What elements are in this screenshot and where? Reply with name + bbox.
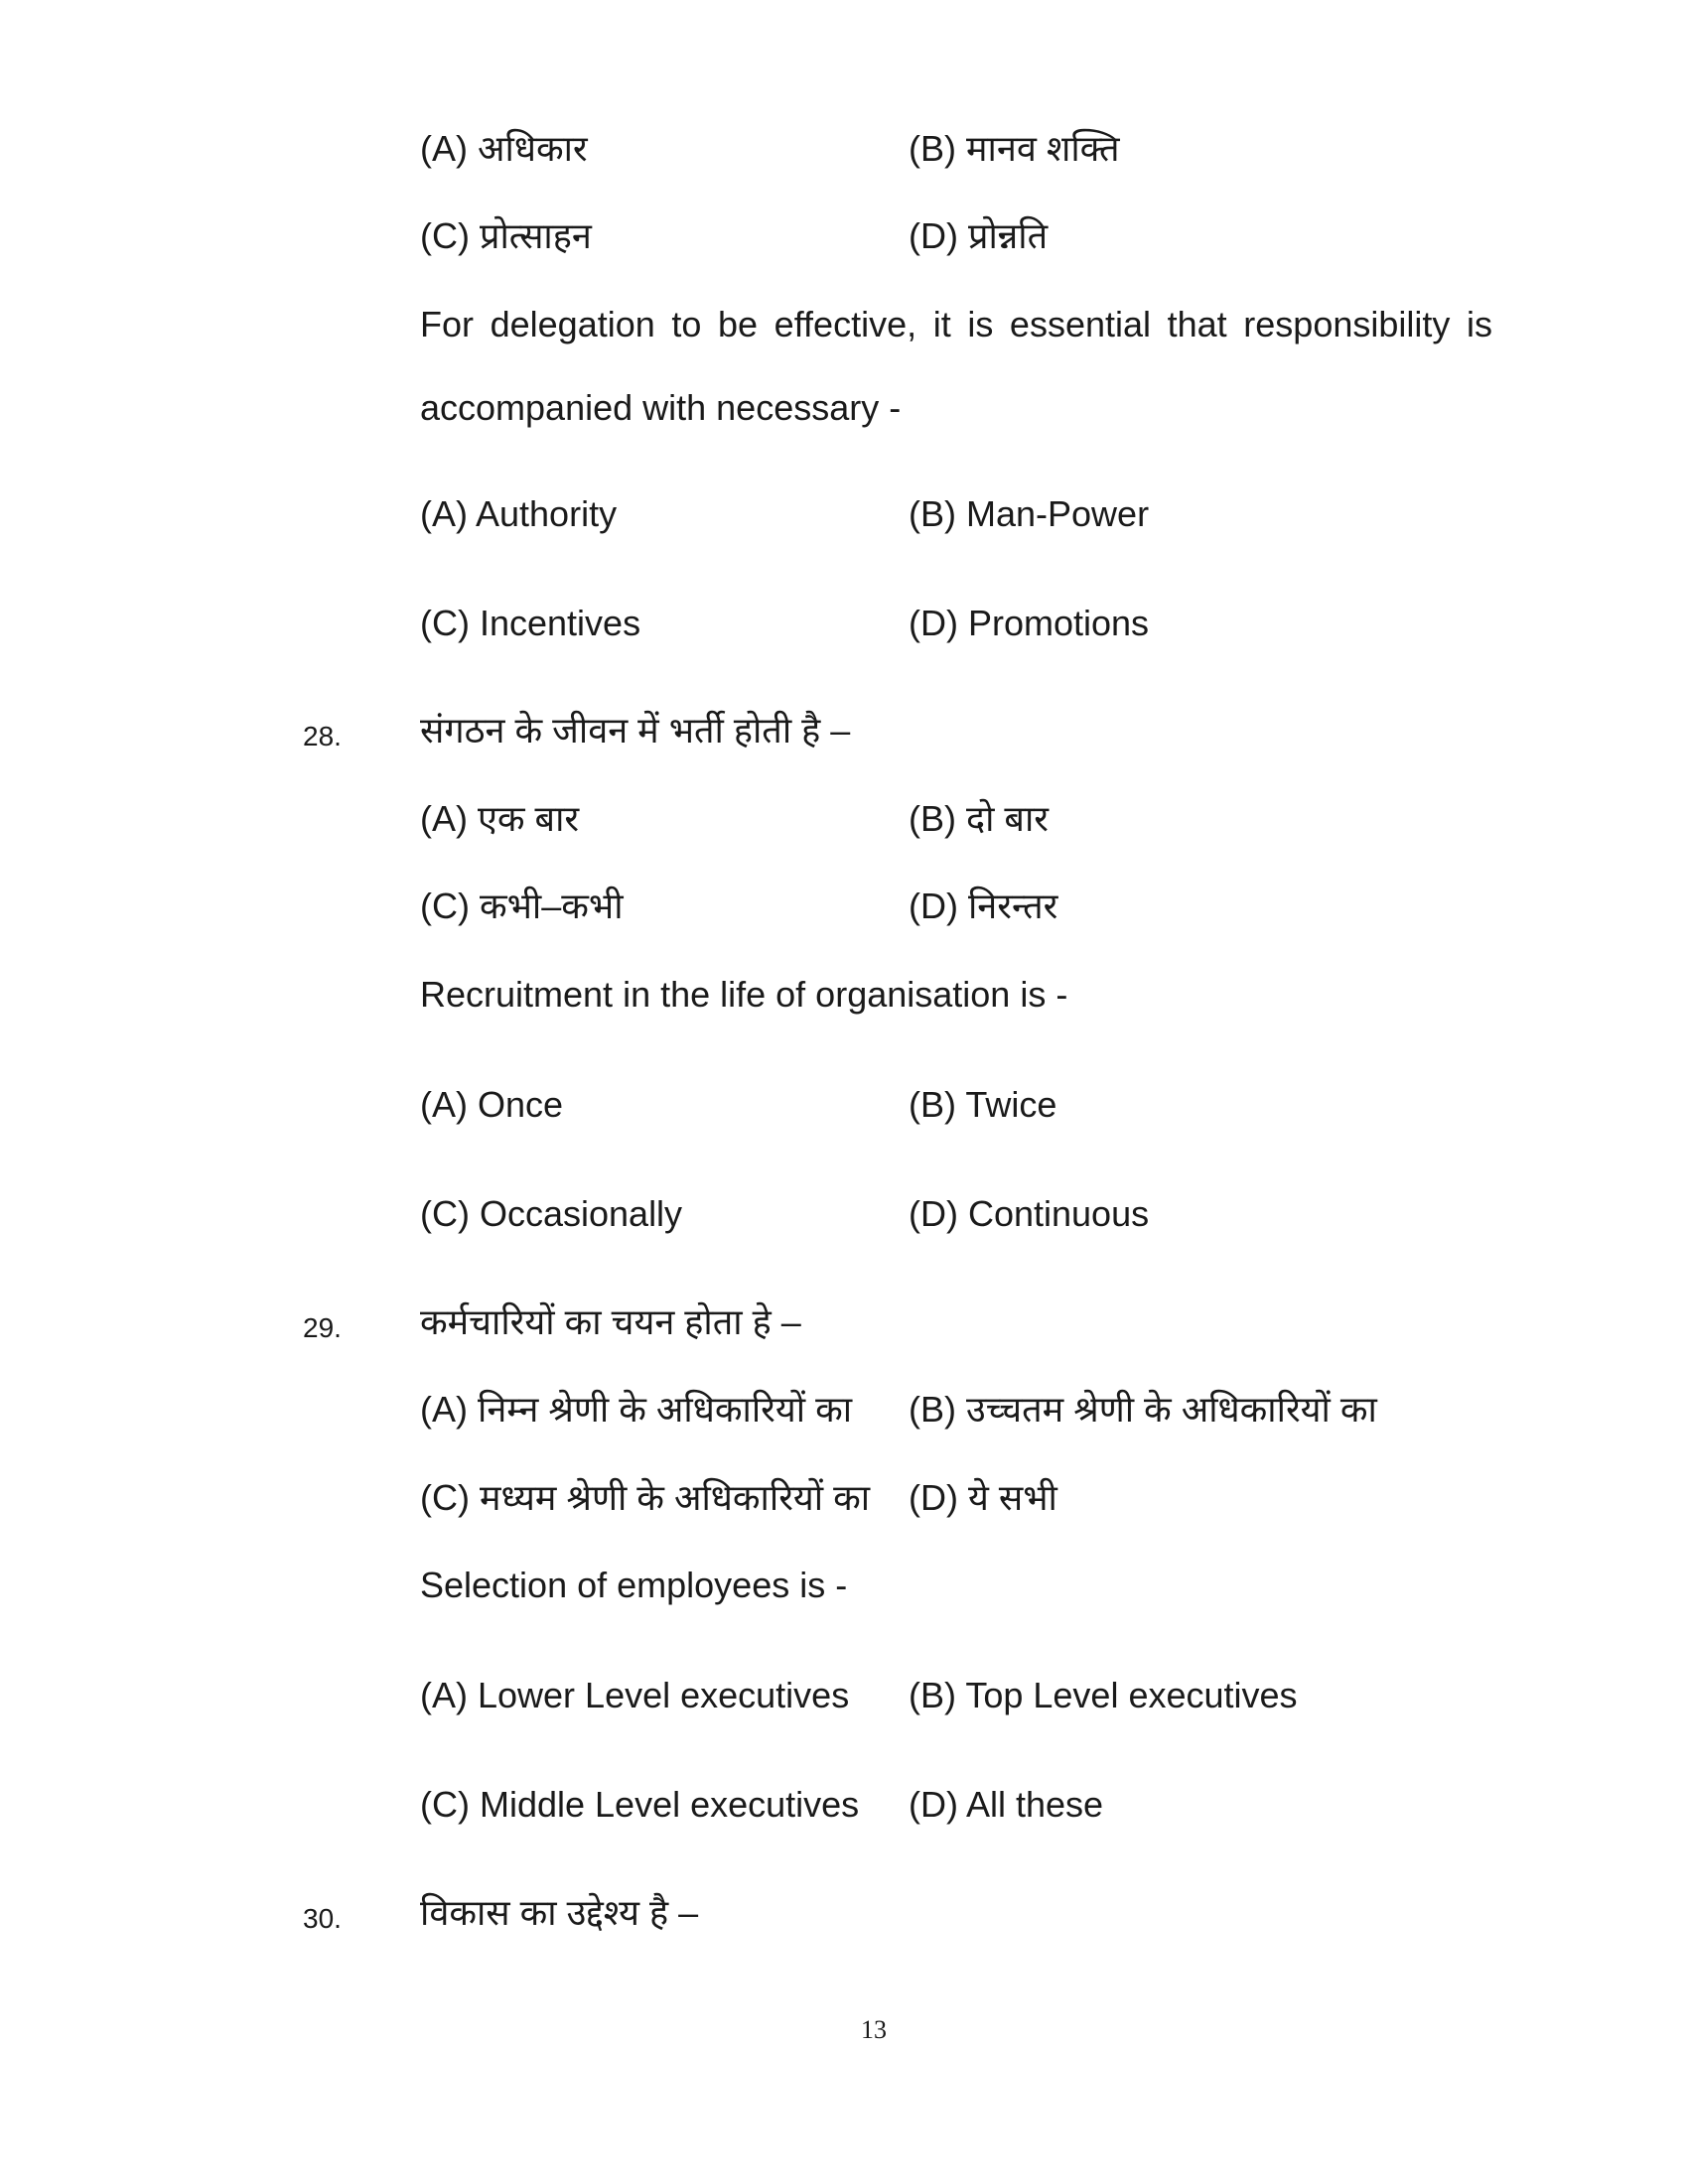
q27-hi-option-b: (B) मानव शक्ति: [909, 128, 1120, 169]
q27-en-question: For delegation to be effective, it is essential that responsibility is accompanied with necessary -: [420, 304, 1492, 428]
q29-en-option-a: (A) Lower Level executives: [420, 1675, 850, 1715]
q28-en-question: Recruitment in the life of organisation is -: [420, 974, 1068, 1015]
q29-hi-question: कर्मचारियों का चयन होता हे –: [420, 1301, 801, 1342]
q28-en-option-c: (C) Occasionally: [420, 1193, 683, 1234]
q28-en-option-a: (A) Once: [420, 1084, 564, 1125]
q29-number: 29.: [303, 1312, 342, 1343]
q28-hi-option-d: (D) निरन्तर: [909, 886, 1058, 926]
q29-hi-option-c: (C) मध्यम श्रेणी के अधिकारियों का: [420, 1477, 871, 1518]
q27-hi-option-d: (D) प्रोन्नति: [909, 215, 1049, 256]
q30-hi-question: विकास का उद्देश्य है –: [420, 1892, 699, 1933]
q28-hi-option-c: (C) कभी–कभी: [420, 886, 624, 926]
q29-en-option-c: (C) Middle Level executives: [420, 1784, 860, 1825]
q28-en-option-b: (B) Twice: [909, 1084, 1057, 1125]
q29-en-question: Selection of employees is -: [420, 1565, 848, 1605]
q30-number: 30.: [303, 1903, 342, 1934]
q29-hi-option-b: (B) उच्चतम श्रेणी के अधिकारियों का: [909, 1389, 1377, 1430]
q27-en-option-a: (A) Authority: [420, 493, 618, 534]
q27-en-option-d: (D) Promotions: [909, 603, 1150, 643]
q29-en-option-b: (B) Top Level executives: [909, 1675, 1298, 1715]
page-number: 13: [861, 2015, 887, 2044]
q27-en-option-c: (C) Incentives: [420, 603, 641, 643]
q28-hi-option-a: (A) एक बार: [420, 798, 580, 839]
q29-en-option-d: (D) All these: [909, 1784, 1104, 1825]
q27-en-option-b: (B) Man-Power: [909, 493, 1150, 534]
q27-hi-option-c: (C) प्रोत्साहन: [420, 215, 592, 256]
q29-hi-option-a: (A) निम्न श्रेणी के अधिकारियों का: [420, 1389, 853, 1430]
q27-hi-option-a: (A) अधिकार: [420, 128, 588, 169]
q29-hi-option-d: (D) ये सभी: [909, 1477, 1057, 1518]
q28-en-option-d: (D) Continuous: [909, 1193, 1150, 1234]
q28-hi-option-b: (B) दो बार: [909, 798, 1050, 839]
q28-number: 28.: [303, 721, 342, 751]
q28-hi-question: संगठन के जीवन में भर्ती होती है –: [420, 710, 851, 751]
